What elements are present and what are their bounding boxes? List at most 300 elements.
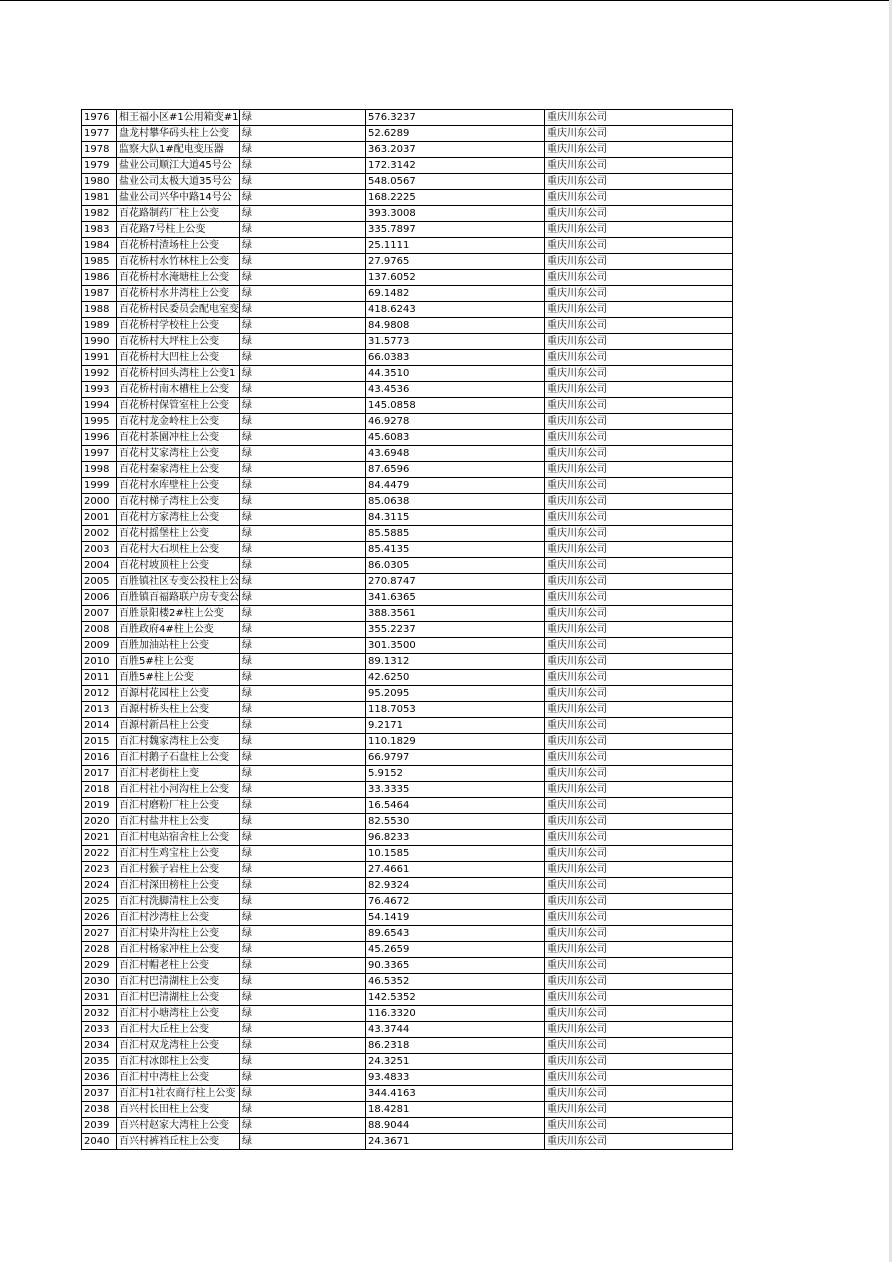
- table-row: [82, 686, 733, 702]
- table-row: [82, 878, 733, 894]
- status-cell: 绿: [240, 110, 366, 126]
- company-cell: 重庆川东公司: [545, 462, 733, 478]
- table-row: [82, 638, 733, 654]
- row-number-cell: 2000: [82, 494, 117, 510]
- table-row: [82, 670, 733, 686]
- table-row: [82, 782, 733, 798]
- transformer-name-cell: 盐业公司兴华中路14号公: [117, 190, 240, 206]
- transformer-name-cell: 百汇村巴清湖柱上公变: [117, 974, 240, 990]
- value-cell: 363.2037: [366, 142, 545, 158]
- value-cell: 84.3115: [366, 510, 545, 526]
- transformer-name-cell: 百花村坡顶柱上公变: [117, 558, 240, 574]
- status-cell: 绿: [240, 446, 366, 462]
- table-row: [82, 1086, 733, 1102]
- transformer-name-cell: 百胜加油站柱上公变: [117, 638, 240, 654]
- table-row: [82, 1134, 733, 1150]
- company-cell: 重庆川东公司: [545, 574, 733, 590]
- value-cell: 69.1482: [366, 286, 545, 302]
- table-row: [82, 1006, 733, 1022]
- company-cell: 重庆川东公司: [545, 222, 733, 238]
- row-number-cell: 2030: [82, 974, 117, 990]
- transformer-name-cell: 百兴村赵家大湾柱上公变: [117, 1118, 240, 1134]
- row-number-cell: 1983: [82, 222, 117, 238]
- row-number-cell: 2020: [82, 814, 117, 830]
- status-cell: 绿: [240, 1006, 366, 1022]
- status-cell: 绿: [240, 142, 366, 158]
- company-cell: 重庆川东公司: [545, 798, 733, 814]
- value-cell: 84.4479: [366, 478, 545, 494]
- company-cell: 重庆川东公司: [545, 542, 733, 558]
- status-cell: 绿: [240, 1086, 366, 1102]
- status-cell: 绿: [240, 174, 366, 190]
- company-cell: 重庆川东公司: [545, 286, 733, 302]
- transformer-name-cell: 百花村水库壁柱上公变: [117, 478, 240, 494]
- table-row: [82, 990, 733, 1006]
- value-cell: 85.0638: [366, 494, 545, 510]
- transformer-name-cell: 百花村艾家湾柱上公变: [117, 446, 240, 462]
- value-cell: 335.7897: [366, 222, 545, 238]
- status-cell: 绿: [240, 814, 366, 830]
- status-cell: 绿: [240, 846, 366, 862]
- value-cell: 24.3251: [366, 1054, 545, 1070]
- value-cell: 118.7053: [366, 702, 545, 718]
- row-number-cell: 2009: [82, 638, 117, 654]
- value-cell: 82.9324: [366, 878, 545, 894]
- row-number-cell: 2011: [82, 670, 117, 686]
- status-cell: 绿: [240, 942, 366, 958]
- value-cell: 5.9152: [366, 766, 545, 782]
- table-row: [82, 318, 733, 334]
- transformer-name-cell: 百花桥村南木槽柱上公变: [117, 382, 240, 398]
- status-cell: 绿: [240, 878, 366, 894]
- company-cell: 重庆川东公司: [545, 702, 733, 718]
- status-cell: 绿: [240, 766, 366, 782]
- company-cell: 重庆川东公司: [545, 1070, 733, 1086]
- table-row: [82, 1118, 733, 1134]
- row-number-cell: 2014: [82, 718, 117, 734]
- company-cell: 重庆川东公司: [545, 910, 733, 926]
- table-row: [82, 414, 733, 430]
- status-cell: 绿: [240, 318, 366, 334]
- row-number-cell: 1978: [82, 142, 117, 158]
- table-row: [82, 462, 733, 478]
- value-cell: 27.4661: [366, 862, 545, 878]
- table-row: [82, 430, 733, 446]
- value-cell: 76.4672: [366, 894, 545, 910]
- transformer-name-cell: 百汇村魏家湾柱上公变: [117, 734, 240, 750]
- table-row: [82, 126, 733, 142]
- row-number-cell: 2036: [82, 1070, 117, 1086]
- transformer-name-cell: 百胜5#柱上公变: [117, 654, 240, 670]
- table-row: [82, 574, 733, 590]
- value-cell: 82.5530: [366, 814, 545, 830]
- company-cell: 重庆川东公司: [545, 622, 733, 638]
- row-number-cell: 1986: [82, 270, 117, 286]
- transformer-name-cell: 百源村新昌柱上公变: [117, 718, 240, 734]
- table-row: [82, 798, 733, 814]
- table-row: [82, 606, 733, 622]
- value-cell: 270.8747: [366, 574, 545, 590]
- table-row: [82, 382, 733, 398]
- company-cell: 重庆川东公司: [545, 110, 733, 126]
- company-cell: 重庆川东公司: [545, 382, 733, 398]
- status-cell: 绿: [240, 734, 366, 750]
- row-number-cell: 2027: [82, 926, 117, 942]
- table-row: [82, 974, 733, 990]
- company-cell: 重庆川东公司: [545, 718, 733, 734]
- table-row: [82, 334, 733, 350]
- value-cell: 93.4833: [366, 1070, 545, 1086]
- value-cell: 344.4163: [366, 1086, 545, 1102]
- row-number-cell: 2016: [82, 750, 117, 766]
- value-cell: 96.8233: [366, 830, 545, 846]
- status-cell: 绿: [240, 590, 366, 606]
- transformer-name-cell: 百花路制药厂柱上公变: [117, 206, 240, 222]
- company-cell: 重庆川东公司: [545, 958, 733, 974]
- transformer-name-cell: 百兴村裤裆丘柱上公变: [117, 1134, 240, 1150]
- value-cell: 137.6052: [366, 270, 545, 286]
- transformer-name-cell: 百汇村染井沟柱上公变: [117, 926, 240, 942]
- table-row: [82, 1102, 733, 1118]
- company-cell: 重庆川东公司: [545, 638, 733, 654]
- transformer-name-cell: 百胜政府4#柱上公变: [117, 622, 240, 638]
- company-cell: 重庆川东公司: [545, 830, 733, 846]
- value-cell: 86.2318: [366, 1038, 545, 1054]
- value-cell: 52.6289: [366, 126, 545, 142]
- table-row: [82, 398, 733, 414]
- transformer-name-cell: 百花村龙金岭柱上公变: [117, 414, 240, 430]
- company-cell: 重庆川东公司: [545, 846, 733, 862]
- transformer-name-cell: 百花村梯子湾柱上公变: [117, 494, 240, 510]
- status-cell: 绿: [240, 126, 366, 142]
- row-number-cell: 2021: [82, 830, 117, 846]
- row-number-cell: 1999: [82, 478, 117, 494]
- status-cell: 绿: [240, 510, 366, 526]
- table-row: [82, 558, 733, 574]
- company-cell: 重庆川东公司: [545, 654, 733, 670]
- company-cell: 重庆川东公司: [545, 894, 733, 910]
- transformer-name-cell: 百汇村老街柱上变: [117, 766, 240, 782]
- table-row: [82, 750, 733, 766]
- table-row: [82, 366, 733, 382]
- row-number-cell: 2025: [82, 894, 117, 910]
- status-cell: 绿: [240, 830, 366, 846]
- status-cell: 绿: [240, 1070, 366, 1086]
- table-row: [82, 510, 733, 526]
- status-cell: 绿: [240, 558, 366, 574]
- value-cell: 110.1829: [366, 734, 545, 750]
- row-number-cell: 2038: [82, 1102, 117, 1118]
- value-cell: 388.3561: [366, 606, 545, 622]
- company-cell: 重庆川东公司: [545, 590, 733, 606]
- status-cell: 绿: [240, 974, 366, 990]
- transformer-name-cell: 百汇村1社农商行柱上公变: [117, 1086, 240, 1102]
- status-cell: 绿: [240, 862, 366, 878]
- status-cell: 绿: [240, 638, 366, 654]
- status-cell: 绿: [240, 702, 366, 718]
- status-cell: 绿: [240, 1054, 366, 1070]
- company-cell: 重庆川东公司: [545, 862, 733, 878]
- transformer-name-cell: 百汇村冰郎柱上公变: [117, 1054, 240, 1070]
- row-number-cell: 2013: [82, 702, 117, 718]
- row-number-cell: 1984: [82, 238, 117, 254]
- company-cell: 重庆川东公司: [545, 190, 733, 206]
- transformer-name-cell: 百源村花园柱上公变: [117, 686, 240, 702]
- value-cell: 18.4281: [366, 1102, 545, 1118]
- company-cell: 重庆川东公司: [545, 510, 733, 526]
- transformer-name-cell: 百汇村磨粉厂柱上公变: [117, 798, 240, 814]
- status-cell: 绿: [240, 622, 366, 638]
- row-number-cell: 2015: [82, 734, 117, 750]
- row-number-cell: 1991: [82, 350, 117, 366]
- row-number-cell: 2005: [82, 574, 117, 590]
- company-cell: 重庆川东公司: [545, 414, 733, 430]
- status-cell: 绿: [240, 430, 366, 446]
- table-row: [82, 286, 733, 302]
- status-cell: 绿: [240, 254, 366, 270]
- transformer-name-cell: 盘龙村攀华码头柱上公变: [117, 126, 240, 142]
- value-cell: 341.6365: [366, 590, 545, 606]
- company-cell: 重庆川东公司: [545, 670, 733, 686]
- row-number-cell: 2010: [82, 654, 117, 670]
- table-row: [82, 238, 733, 254]
- company-cell: 重庆川东公司: [545, 750, 733, 766]
- table-row: [82, 814, 733, 830]
- transformer-name-cell: 百花桥村大凹柱上公变: [117, 350, 240, 366]
- value-cell: 25.1111: [366, 238, 545, 254]
- value-cell: 145.0858: [366, 398, 545, 414]
- company-cell: 重庆川东公司: [545, 446, 733, 462]
- value-cell: 90.3365: [366, 958, 545, 974]
- status-cell: 绿: [240, 542, 366, 558]
- row-number-cell: 1985: [82, 254, 117, 270]
- value-cell: 85.4135: [366, 542, 545, 558]
- row-number-cell: 2026: [82, 910, 117, 926]
- table-row: [82, 526, 733, 542]
- row-number-cell: 1994: [82, 398, 117, 414]
- status-cell: 绿: [240, 206, 366, 222]
- table-row: [82, 542, 733, 558]
- transformer-name-cell: 百花桥村学校柱上公变: [117, 318, 240, 334]
- status-cell: 绿: [240, 1134, 366, 1150]
- status-cell: 绿: [240, 382, 366, 398]
- company-cell: 重庆川东公司: [545, 302, 733, 318]
- company-cell: 重庆川东公司: [545, 350, 733, 366]
- table-row: [82, 958, 733, 974]
- status-cell: 绿: [240, 718, 366, 734]
- value-cell: 66.0383: [366, 350, 545, 366]
- row-number-cell: 1992: [82, 366, 117, 382]
- value-cell: 89.6543: [366, 926, 545, 942]
- transformer-name-cell: 百花桥村民委员会配电室变: [117, 302, 240, 318]
- table-row: [82, 702, 733, 718]
- page-top-border: [0, 0, 892, 1]
- company-cell: 重庆川东公司: [545, 430, 733, 446]
- transformer-name-cell: 百汇村双龙湾柱上公变: [117, 1038, 240, 1054]
- company-cell: 重庆川东公司: [545, 254, 733, 270]
- row-number-cell: 2040: [82, 1134, 117, 1150]
- table-row: [82, 206, 733, 222]
- status-cell: 绿: [240, 686, 366, 702]
- row-number-cell: 2004: [82, 558, 117, 574]
- status-cell: 绿: [240, 606, 366, 622]
- transformer-name-cell: 盐业公司太极大道35号公: [117, 174, 240, 190]
- transformer-name-cell: 百汇村沙湾柱上公变: [117, 910, 240, 926]
- row-number-cell: 1979: [82, 158, 117, 174]
- status-cell: 绿: [240, 1102, 366, 1118]
- status-cell: 绿: [240, 350, 366, 366]
- status-cell: 绿: [240, 286, 366, 302]
- company-cell: 重庆川东公司: [545, 1006, 733, 1022]
- transformer-name-cell: 百汇村深田榜柱上公变: [117, 878, 240, 894]
- table-row: [82, 158, 733, 174]
- status-cell: 绿: [240, 478, 366, 494]
- row-number-cell: 2006: [82, 590, 117, 606]
- value-cell: 44.3510: [366, 366, 545, 382]
- value-cell: 31.5773: [366, 334, 545, 350]
- company-cell: 重庆川东公司: [545, 126, 733, 142]
- value-cell: 172.3142: [366, 158, 545, 174]
- company-cell: 重庆川东公司: [545, 206, 733, 222]
- row-number-cell: 1989: [82, 318, 117, 334]
- company-cell: 重庆川东公司: [545, 334, 733, 350]
- transformer-name-cell: 百胜景阳楼2#柱上公变: [117, 606, 240, 622]
- status-cell: 绿: [240, 398, 366, 414]
- table-row: [82, 894, 733, 910]
- status-cell: 绿: [240, 462, 366, 478]
- row-number-cell: 2023: [82, 862, 117, 878]
- row-number-cell: 1980: [82, 174, 117, 190]
- status-cell: 绿: [240, 414, 366, 430]
- company-cell: 重庆川东公司: [545, 238, 733, 254]
- table-row: [82, 446, 733, 462]
- company-cell: 重庆川东公司: [545, 1022, 733, 1038]
- value-cell: 88.9044: [366, 1118, 545, 1134]
- company-cell: 重庆川东公司: [545, 1054, 733, 1070]
- table-row: [82, 926, 733, 942]
- status-cell: 绿: [240, 926, 366, 942]
- row-number-cell: 1981: [82, 190, 117, 206]
- table-row: [82, 110, 733, 126]
- transformer-name-cell: 百花桥村水竹林柱上公变: [117, 254, 240, 270]
- row-number-cell: 2035: [82, 1054, 117, 1070]
- transformer-name-cell: 百汇村鹅子石盘柱上公变: [117, 750, 240, 766]
- row-number-cell: 2018: [82, 782, 117, 798]
- transformer-name-cell: 百花桥村保管室柱上公变: [117, 398, 240, 414]
- transformer-name-cell: 百花桥村回头湾柱上公变1: [117, 366, 240, 382]
- transformer-name-cell: 百汇村帽老柱上公变: [117, 958, 240, 974]
- row-number-cell: 2032: [82, 1006, 117, 1022]
- value-cell: 43.3744: [366, 1022, 545, 1038]
- status-cell: 绿: [240, 334, 366, 350]
- status-cell: 绿: [240, 1118, 366, 1134]
- value-cell: 27.9765: [366, 254, 545, 270]
- table-row: [82, 622, 733, 638]
- table-row: [82, 174, 733, 190]
- table-row: [82, 1070, 733, 1086]
- company-cell: 重庆川东公司: [545, 926, 733, 942]
- company-cell: 重庆川东公司: [545, 942, 733, 958]
- status-cell: 绿: [240, 910, 366, 926]
- value-cell: 16.5464: [366, 798, 545, 814]
- transformer-name-cell: 百兴村长田柱上公变: [117, 1102, 240, 1118]
- value-cell: 548.0567: [366, 174, 545, 190]
- value-cell: 24.3671: [366, 1134, 545, 1150]
- value-cell: 43.6948: [366, 446, 545, 462]
- row-number-cell: 2001: [82, 510, 117, 526]
- row-number-cell: 2039: [82, 1118, 117, 1134]
- row-number-cell: 1993: [82, 382, 117, 398]
- company-cell: 重庆川东公司: [545, 142, 733, 158]
- value-cell: 89.1312: [366, 654, 545, 670]
- row-number-cell: 2024: [82, 878, 117, 894]
- status-cell: 绿: [240, 1022, 366, 1038]
- status-cell: 绿: [240, 782, 366, 798]
- value-cell: 85.5885: [366, 526, 545, 542]
- row-number-cell: 1988: [82, 302, 117, 318]
- transformer-name-cell: 百花村方家湾柱上公变: [117, 510, 240, 526]
- transformer-name-cell: 百花桥村水井湾柱上公变: [117, 286, 240, 302]
- transformer-name-cell: 百汇村洗脚清柱上公变: [117, 894, 240, 910]
- table-row: [82, 254, 733, 270]
- row-number-cell: 2008: [82, 622, 117, 638]
- table-row: [82, 1038, 733, 1054]
- row-number-cell: 2022: [82, 846, 117, 862]
- transformer-name-cell: 百汇村猴子岩柱上公变: [117, 862, 240, 878]
- transformer-name-cell: 监察大队1#配电变压器: [117, 142, 240, 158]
- value-cell: 95.2095: [366, 686, 545, 702]
- status-cell: 绿: [240, 302, 366, 318]
- status-cell: 绿: [240, 158, 366, 174]
- row-number-cell: 1987: [82, 286, 117, 302]
- row-number-cell: 1976: [82, 110, 117, 126]
- company-cell: 重庆川东公司: [545, 1118, 733, 1134]
- status-cell: 绿: [240, 654, 366, 670]
- value-cell: 418.6243: [366, 302, 545, 318]
- table-row: [82, 190, 733, 206]
- status-cell: 绿: [240, 750, 366, 766]
- table-row: [82, 942, 733, 958]
- table-row: [82, 766, 733, 782]
- row-number-cell: 2002: [82, 526, 117, 542]
- row-number-cell: 1982: [82, 206, 117, 222]
- table-row: [82, 718, 733, 734]
- value-cell: 66.9797: [366, 750, 545, 766]
- transformer-name-cell: 百花村摇堡柱上公变: [117, 526, 240, 542]
- transformer-name-cell: 百花桥村大坪柱上公变: [117, 334, 240, 350]
- company-cell: 重庆川东公司: [545, 974, 733, 990]
- table-row: [82, 862, 733, 878]
- table-row: [82, 1054, 733, 1070]
- table-row: [82, 734, 733, 750]
- status-cell: 绿: [240, 574, 366, 590]
- transformer-name-cell: 百花桥村水淹塘柱上公变: [117, 270, 240, 286]
- table-row: [82, 590, 733, 606]
- table-row: [82, 494, 733, 510]
- row-number-cell: 1998: [82, 462, 117, 478]
- row-number-cell: 2034: [82, 1038, 117, 1054]
- transformer-name-cell: 百胜镇社区专变公投柱上公: [117, 574, 240, 590]
- value-cell: 393.3008: [366, 206, 545, 222]
- value-cell: 46.5352: [366, 974, 545, 990]
- value-cell: 10.1585: [366, 846, 545, 862]
- company-cell: 重庆川东公司: [545, 366, 733, 382]
- status-cell: 绿: [240, 222, 366, 238]
- status-cell: 绿: [240, 190, 366, 206]
- company-cell: 重庆川东公司: [545, 558, 733, 574]
- table-row: [82, 1022, 733, 1038]
- transformer-name-cell: 百花村秦家湾柱上公变: [117, 462, 240, 478]
